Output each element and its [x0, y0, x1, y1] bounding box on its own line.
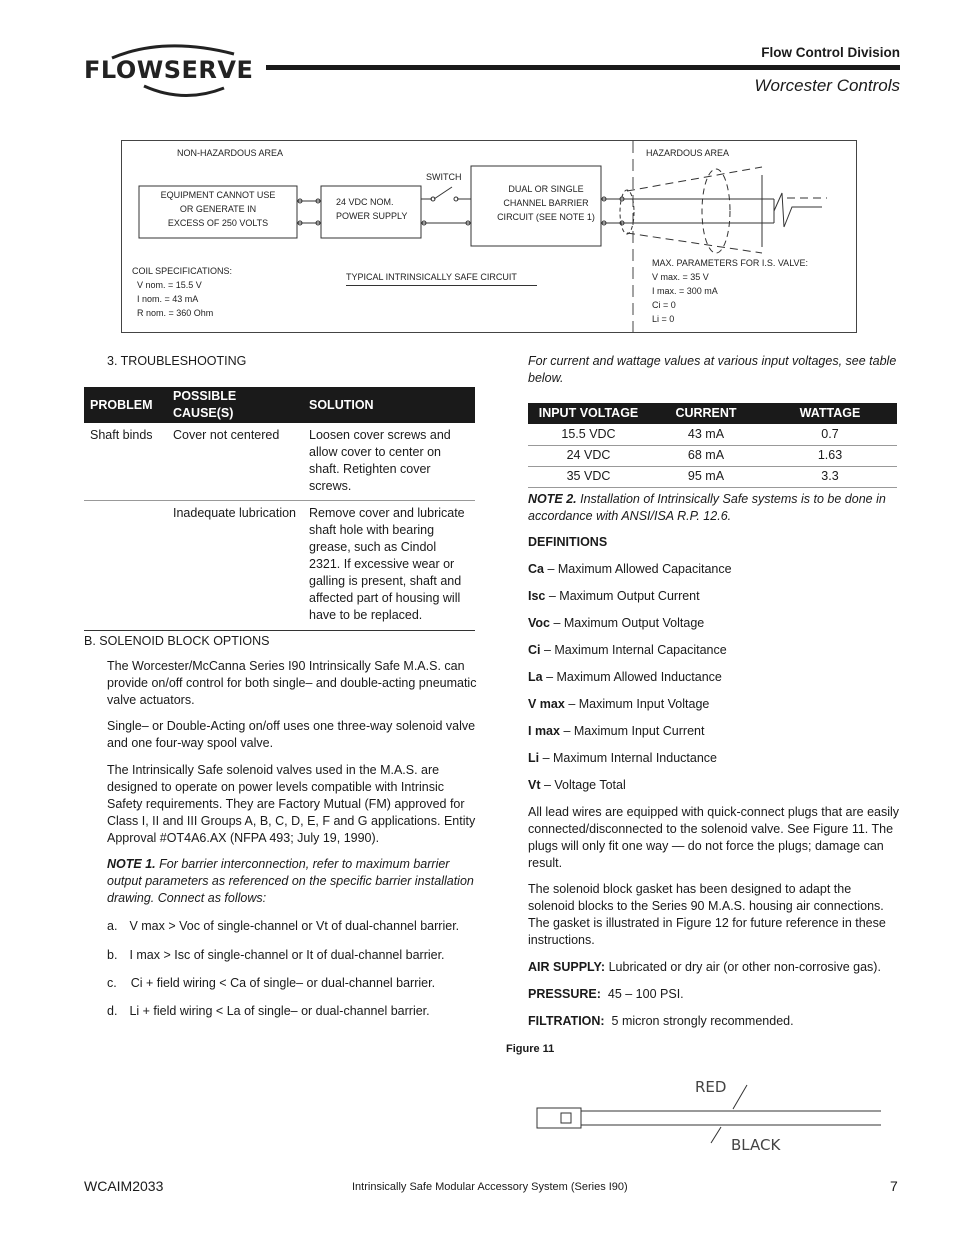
- definition-item: Ci – Maximum Internal Capacitance: [528, 643, 727, 657]
- flowserve-logo: [84, 40, 259, 102]
- definition-item: Ca – Maximum Allowed Capacitance: [528, 562, 732, 576]
- max-parameters: MAX. PARAMETERS FOR I.S. VALVE: V max. = 35 V I max. = 300 mA Ci = 0 Li = 0: [652, 258, 809, 324]
- typical-circuit-caption: TYPICAL INTRINSICALLY SAFE CIRCUIT: [346, 271, 537, 286]
- cell-solution: Loosen cover screws and allow cover to center on shaft. Retighten cover screws.: [303, 423, 475, 501]
- table-row: [84, 423, 475, 501]
- list-item: a. V max > Voc of single-channel or Vt of dual-channel barrier.: [107, 919, 460, 933]
- col-header-input-voltage: INPUT VOLTAGE: [528, 403, 649, 424]
- table-row: [84, 501, 475, 631]
- table-row: [528, 424, 897, 445]
- equipment-box-text: EQUIPMENT CANNOT USE OR GENERATE IN EXCESS OF 250 VOLTS: [160, 190, 276, 228]
- col-header-causes: POSSIBLE CAUSE(S): [167, 387, 303, 423]
- cell-current: 43 mA: [649, 424, 763, 445]
- troubleshooting-heading: 3. TROUBLESHOOTING: [107, 354, 247, 368]
- definition-item: V max – Maximum Input Voltage: [528, 697, 710, 711]
- cell-current: 95 mA: [649, 466, 763, 487]
- voltage-intro: For current and wattage values at various input voltages, see table below.: [528, 354, 897, 385]
- definitions-heading: DEFINITIONS: [528, 535, 608, 549]
- filtration: FILTRATION: 5 micron strongly recommended.: [528, 1014, 794, 1028]
- voltage-table: [528, 403, 897, 488]
- footer-title: Intrinsically Safe Modular Accessory System (Series I90): [352, 1181, 628, 1193]
- list-item: b. I max > Isc of single-channel or It of dual-channel barrier.: [107, 948, 445, 962]
- cell-current: 68 mA: [649, 445, 763, 466]
- header-rule: [266, 65, 900, 70]
- note-1-label: NOTE 1.: [107, 857, 156, 871]
- col-header-problem: PROBLEM: [84, 387, 167, 423]
- col-header-wattage: WATTAGE: [763, 403, 897, 424]
- definition-item: Isc – Maximum Output Current: [528, 589, 700, 603]
- wire-red-label: RED: [695, 1078, 727, 1096]
- table-row: [528, 466, 897, 487]
- note-2-text: Installation of Intrinsically Safe systems is to be done in accordance with ANSI/ISA R.P. 12.6.: [528, 492, 886, 523]
- definition-item: Li – Maximum Internal Inductance: [528, 751, 717, 765]
- col-header-current: CURRENT: [649, 403, 763, 424]
- note-2: [528, 491, 900, 525]
- logo-text: FLOWSERVE: [84, 56, 254, 84]
- division-name: Flow Control Division: [761, 45, 900, 60]
- table-row: [528, 445, 897, 466]
- paragraph-single-double: Single– or Double-Acting on/off uses one three-way solenoid valve and one four-way spool valve.: [107, 719, 476, 750]
- intrinsically-safe-circuit-diagram: [121, 140, 857, 333]
- figure-11-wire-drawing: [535, 1075, 885, 1160]
- cell-wattage: 0.7: [763, 424, 897, 445]
- definition-item: Vt – Voltage Total: [528, 778, 626, 792]
- list-item: d. Li + field wiring < La of single– or dual-channel barrier.: [107, 1004, 430, 1018]
- barrier-box-text: DUAL OR SINGLE CHANNEL BARRIER CIRCUIT (SEE NOTE 1): [497, 184, 595, 222]
- cell-problem: [84, 501, 167, 631]
- note-1: [107, 856, 477, 907]
- note-1-text: For barrier interconnection, refer to maximum barrier output parameters as referenced on the specific barrier installation drawing. Connect as follows:: [107, 857, 474, 905]
- paragraph-gasket: The solenoid block gasket has been designed to adapt the solenoid blocks to the Series 90 M.A.S. housing air connections. The gasket is illustrated in Figure 12 for future reference in these instructions.: [528, 882, 886, 947]
- footer-doc-id: WCAIM2033: [84, 1178, 164, 1194]
- note-2-label: NOTE 2.: [528, 492, 577, 506]
- cell-voltage: 15.5 VDC: [528, 424, 649, 445]
- col-header-solution: SOLUTION: [303, 387, 475, 423]
- coil-specifications: COIL SPECIFICATIONS: V nom. = 15.5 V I nom. = 43 mA R nom. = 360 Ohm: [132, 266, 233, 318]
- cell-cause: Cover not centered: [167, 423, 303, 501]
- cell-wattage: 1.63: [763, 445, 897, 466]
- definition-item: Voc – Maximum Output Voltage: [528, 616, 705, 630]
- paragraph-lead-wires: All lead wires are equipped with quick-connect plugs that are easily connected/disconnected to the solenoid valve. See Figure 11. The plugs will only fit one way — do not force the plugs; damage can result.: [528, 805, 900, 870]
- cell-voltage: 24 VDC: [528, 445, 649, 466]
- pressure: PRESSURE: 45 – 100 PSI.: [528, 987, 684, 1001]
- wire-black-label: BLACK: [731, 1136, 781, 1154]
- label-non-hazardous: NON-HAZARDOUS AREA: [177, 148, 284, 158]
- paragraph-series-i90: The Worcester/McCanna Series I90 Intrinsically Safe M.A.S. can provide on/off control for both single– and double-acting pneumatic valve actuators.: [107, 659, 477, 707]
- troubleshooting-table: [84, 387, 475, 631]
- definition-item: La – Maximum Allowed Inductance: [528, 670, 722, 684]
- cell-voltage: 35 VDC: [528, 466, 649, 487]
- label-hazardous: HAZARDOUS AREA: [646, 148, 730, 158]
- definition-item: I max – Maximum Input Current: [528, 724, 705, 738]
- paragraph-solenoid-valves: The Intrinsically Safe solenoid valves used in the M.A.S. are designed to operate on power levels compatible with Intrinsic Safety requirements. They are Factory Mutual (FM) approved for Class I, II and III Groups A, B, C, D, E, F and G applications. Entity Approval #OT4A6.AX (NFPA 493; July 19, 1990).: [107, 763, 476, 845]
- figure-11-label: Figure 11: [506, 1043, 555, 1055]
- power-supply-box-text: 24 VDC NOM. POWER SUPPLY: [336, 197, 408, 221]
- air-supply: AIR SUPPLY: Lubricated or dry air (or other non-corrosive gas).: [528, 960, 881, 974]
- cell-cause: Inadequate lubrication: [167, 501, 303, 631]
- list-item: c. Ci + field wiring < Ca of single– or dual-channel barrier.: [107, 976, 436, 990]
- label-switch: SWITCH: [426, 172, 462, 182]
- cell-problem: Shaft binds: [84, 423, 167, 501]
- cell-solution: Remove cover and lubricate shaft hole with bearing grease, such as Cindol 2321. If excessive wear or galling is present, shaft and affected part of housing will have to be replaced.: [303, 501, 475, 631]
- brand-name: Worcester Controls: [754, 76, 900, 95]
- cell-wattage: 3.3: [763, 466, 897, 487]
- footer-page-number: 7: [890, 1178, 898, 1194]
- solenoid-heading: B. SOLENOID BLOCK OPTIONS: [84, 634, 270, 648]
